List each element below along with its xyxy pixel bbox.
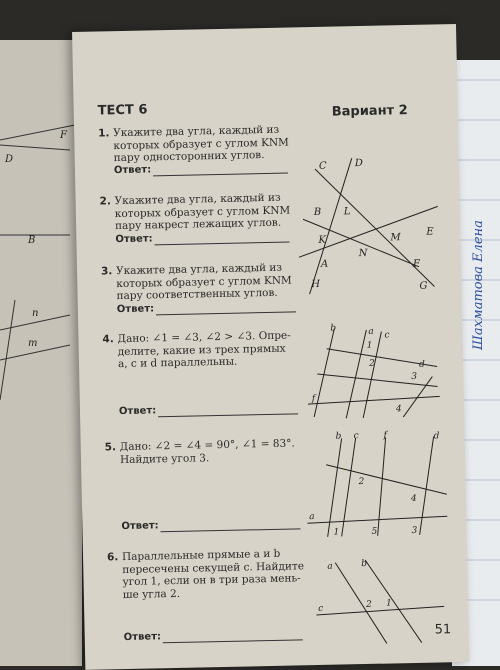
task-number: 1. [98,127,110,140]
answer-label: Ответ: [115,233,153,246]
task-line: Дано: ∠1 = ∠3, ∠2 > ∠3. Опре- [117,329,291,346]
task-line: которых образует с углом KNM [113,136,289,152]
task-number: 4. [102,333,114,346]
task-line: a, c и d параллельны. [117,355,238,371]
line-label: f [311,394,316,405]
task-number: 6. [106,551,119,564]
line-label: c [384,330,390,341]
answer-label: Ответ: [121,520,159,533]
left-label-f: F [60,130,67,141]
task-line: Параллельные прямые a и b [121,547,281,564]
textbook-page [72,24,469,670]
line-label: b [335,431,342,442]
point-label: E [426,226,434,238]
point-label: L [343,206,351,218]
task-line: Укажите два угла, каждый из [114,191,281,208]
left-label-n: n [32,308,39,319]
angle-label: 2 [368,358,375,369]
answer-line[interactable] [163,639,303,643]
task-line: которых образует с углом KNM [116,273,292,290]
left-page-figures [0,40,82,666]
point-label: G [419,280,428,292]
task-line: делите, какие из трех прямых [117,342,286,358]
angle-label: 3 [411,525,418,537]
line-label: b [330,323,337,334]
point-label: H [311,278,321,291]
task-line: которых образует с углом KNM [114,203,291,220]
figure-1-diagram [296,136,449,299]
answer-label: Ответ: [118,405,157,418]
angle-label: 1 [366,340,373,351]
point-label: N [358,247,368,260]
task-line: Найдите угол 3. [119,451,210,466]
line-label: f [383,430,388,441]
answer-line[interactable] [155,242,290,246]
angle-label: 2 [366,599,372,610]
point-label: C [318,160,327,172]
task-1 [98,123,289,165]
task-line: пересечены секущей c. Найдите [122,559,305,576]
figure-4-diagram [315,552,447,645]
answer-label: Ответ: [116,303,155,316]
task-line: пару накрест лежащих углов. [114,216,282,233]
point-label: B [313,206,322,218]
answer-line[interactable] [158,413,298,417]
left-label-b: B [28,235,36,246]
task-number: 5. [104,441,117,454]
angle-label: 2 [358,477,365,488]
left-label-d: D [5,154,14,165]
task-2 [99,191,291,233]
answer-label: Ответ: [123,631,162,644]
point-label: D [354,157,364,170]
task-4 [102,329,291,371]
angle-label: 1 [385,598,392,609]
line-label: a [309,512,315,523]
answer-line[interactable] [153,173,288,177]
task-3 [100,261,292,303]
line-label: d [418,359,425,370]
variant-label: Вариант 2 [331,103,408,120]
angle-label: 3 [411,371,418,382]
line-label: d [433,431,440,442]
task-line: ше угла 2. [122,587,181,601]
point-label: M [390,232,401,244]
angle-label: 1 [333,527,340,538]
line-label: b [361,558,368,570]
task-line: Укажите два угла, каждый из [115,261,283,278]
answer-label: Ответ: [113,164,152,177]
task-5 [104,437,295,466]
answer-line[interactable] [156,311,296,315]
page-number: 51 [434,622,452,638]
left-page-fragment [0,40,82,666]
line-label: c [353,431,359,442]
point-label: A [320,258,329,270]
notebook-handwriting: Шахматова Елена [471,220,486,350]
angle-label: 5 [371,526,378,537]
line-label: a [368,326,374,337]
point-label: F [412,258,421,270]
line-label: a [327,561,333,572]
task-line: пару односторонних углов. [113,149,265,165]
line-label: c [318,603,324,614]
task-line: Дано: ∠2 = ∠4 = 90°, ∠1 = 83°. [119,437,295,454]
task-line: угол 1, если он в три раза мень- [122,572,301,589]
task-number: 3. [100,265,113,278]
point-label: K [318,234,327,246]
test-title: ТЕСТ 6 [97,102,148,119]
angle-label: 4 [395,404,402,415]
answer-line[interactable] [161,528,301,532]
task-number: 2. [99,195,112,208]
task-line: пару соответственных углов. [116,286,278,303]
figure-3-diagram [305,426,452,539]
task-line: Укажите два угла, каждый из [113,123,280,140]
figure-2-diagram [306,316,448,419]
angle-label: 4 [410,493,417,505]
left-label-m: m [28,338,38,349]
task-6 [106,547,305,601]
